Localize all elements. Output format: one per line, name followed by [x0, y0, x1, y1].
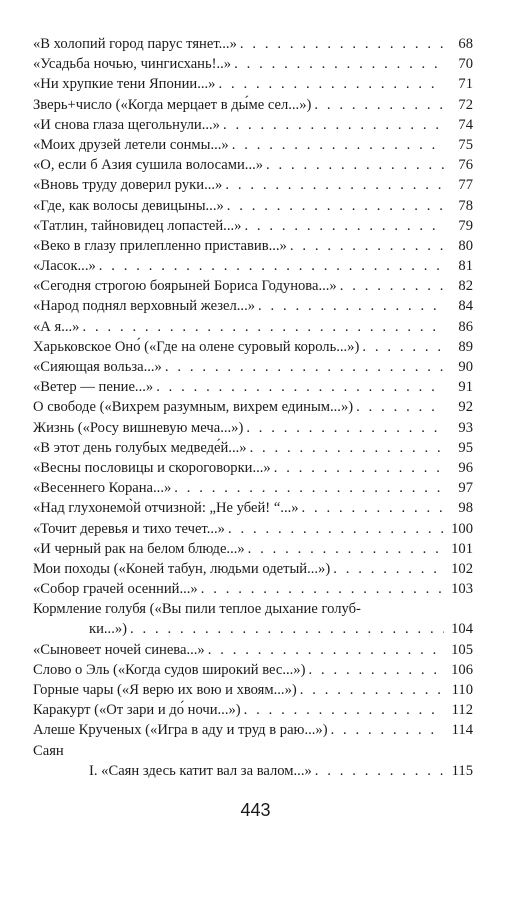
- toc-entry-page: 95: [458, 439, 473, 456]
- toc-leader-dots: [208, 640, 444, 660]
- toc-entry: [33, 660, 473, 680]
- toc-leader-dots: [174, 478, 444, 498]
- toc-subentry: [33, 761, 473, 781]
- toc-entry-title: «Ни хрупкие тени Японии...»: [33, 76, 216, 93]
- toc-leader-dots: [250, 438, 444, 458]
- toc-entry: [33, 54, 473, 74]
- toc-entry-page: 105: [451, 641, 473, 658]
- toc-entry-title: Горные чары («Я верю их вою и хвоям...»): [33, 682, 297, 698]
- toc-entry: [33, 700, 473, 720]
- toc-entry: [33, 357, 473, 377]
- toc-leader-dots: [362, 337, 444, 357]
- toc-entry: [33, 236, 473, 256]
- toc-entry-title: «Ласок...»: [33, 258, 96, 275]
- toc-entry-page: 103: [451, 581, 473, 598]
- toc-entry-title: «Сияющая вольза...»: [33, 359, 162, 375]
- toc-entry-title: Зверь+число («Когда мерцает в ды́ме сел...»): [33, 96, 312, 113]
- toc-entry-page: 84: [458, 298, 473, 315]
- toc-entry-page: 76: [458, 157, 473, 174]
- toc-entry-title: О свободе («Вихрем разумным, вихрем единым...»): [33, 399, 354, 416]
- toc-section-title: Саян: [33, 742, 64, 759]
- toc-entry-title: «Точит деревья и тихо течет...»: [33, 520, 225, 537]
- toc-entry: [33, 256, 473, 276]
- toc-entry-title: Мои походы («Коней табун, людьми одетый...»): [33, 560, 331, 577]
- toc-entry-page: 91: [458, 379, 473, 396]
- toc-entry-page: 72: [458, 96, 473, 113]
- toc-entry-page: 104: [451, 621, 473, 638]
- toc-entry-title: «А я...»: [33, 318, 80, 335]
- toc-leader-dots: [314, 95, 444, 115]
- toc-leader-dots: [156, 377, 444, 397]
- toc-entry: [33, 95, 473, 115]
- table-of-contents: [33, 34, 473, 781]
- toc-section-heading: [33, 741, 473, 761]
- toc-entry-page: 97: [458, 480, 473, 497]
- toc-entry-page: 106: [451, 661, 473, 678]
- toc-entry: [33, 539, 473, 559]
- toc-leader-dots: [302, 498, 444, 518]
- toc-entry-title: «Где, как волосы девицыны...»: [33, 197, 224, 214]
- toc-entry-title: «Татлин, тайновидец лопастей...»: [33, 217, 242, 234]
- toc-entry-page: 68: [458, 36, 473, 52]
- toc-entry-page: 102: [451, 560, 473, 577]
- toc-entry-page: 92: [458, 399, 473, 416]
- toc-entry-title: «Моих друзей летели сонмы...»: [33, 136, 229, 153]
- toc-entry: [33, 579, 473, 599]
- toc-entry-page: 81: [458, 258, 473, 275]
- toc-leader-dots: [232, 135, 444, 155]
- toc-leader-dots: [274, 458, 444, 478]
- toc-leader-dots: [333, 559, 444, 579]
- toc-leader-dots: [300, 680, 444, 700]
- toc-entry-page: 96: [458, 459, 473, 476]
- toc-entry-title: Слово о Эль («Когда судов широкий вес...»): [33, 661, 306, 678]
- toc-entry-title: «Народ поднял верховный жезел...»: [33, 298, 256, 315]
- toc-leader-dots: [218, 74, 444, 94]
- toc-entry-title: «И снова глаза щегольнули...»: [33, 116, 220, 133]
- toc-entry-title: «О, если б Азия сушила волосами...»: [33, 157, 264, 174]
- toc-leader-dots: [244, 700, 444, 720]
- toc-entry-page: 71: [458, 76, 473, 93]
- toc-entry-page: 74: [458, 116, 473, 133]
- toc-leader-dots: [308, 660, 444, 680]
- toc-leader-dots: [246, 418, 444, 438]
- toc-entry-title: «В этот день голубых медведе́й...»: [33, 439, 247, 456]
- toc-entry: [33, 276, 473, 296]
- toc-entry-page: 70: [458, 56, 473, 73]
- toc-leader-dots: [266, 155, 444, 175]
- toc-entry-page: 78: [458, 197, 473, 214]
- toc-leader-dots: [234, 54, 444, 74]
- toc-entry: [33, 175, 473, 195]
- toc-entry-page: 115: [451, 762, 473, 779]
- toc-leader-dots: [130, 619, 444, 639]
- toc-leader-dots: [244, 216, 444, 236]
- toc-entry: [33, 155, 473, 175]
- toc-entry: [33, 337, 473, 357]
- toc-entry-title: Кормление голубя («Вы пили теплое дыхание голуб-: [33, 601, 361, 618]
- toc-entry: [33, 559, 473, 579]
- toc-entry-page: 86: [458, 318, 473, 335]
- toc-leader-dots: [340, 276, 444, 296]
- toc-leader-dots: [99, 256, 444, 276]
- toc-entry: [33, 418, 473, 438]
- toc-leader-dots: [248, 539, 444, 559]
- toc-entry-page: 100: [451, 520, 473, 537]
- toc-entry-page: 112: [451, 702, 473, 719]
- toc-leader-dots: [356, 397, 444, 417]
- toc-leader-dots: [331, 720, 444, 740]
- toc-entry-page: 110: [451, 682, 473, 698]
- toc-entry: [33, 680, 473, 700]
- toc-entry: [33, 34, 473, 54]
- toc-leader-dots: [315, 761, 444, 781]
- toc-leader-dots: [165, 357, 444, 377]
- toc-entry-title: «В холопий город парус тянет...»: [33, 36, 237, 52]
- toc-entry: [33, 317, 473, 337]
- toc-entry: [33, 216, 473, 236]
- toc-leader-dots: [290, 236, 444, 256]
- toc-entry: [33, 478, 473, 498]
- toc-entry-title: Харьковское Оно́ («Где на олене суровый король...»): [33, 338, 360, 355]
- toc-entry-title: I. «Саян здесь катит вал за валом...»: [89, 762, 312, 779]
- toc-entry-title: «Собор грачей осенний...»: [33, 581, 198, 598]
- toc-entry-page: 75: [458, 136, 473, 153]
- toc-entry: [33, 720, 473, 740]
- toc-entry-page: 101: [451, 540, 473, 557]
- toc-entry-page: 98: [458, 500, 473, 517]
- toc-entry: [33, 599, 473, 619]
- toc-entry-title: «Весеннего Корана...»: [33, 480, 172, 497]
- toc-entry: [33, 458, 473, 478]
- toc-leader-dots: [258, 296, 444, 316]
- toc-entry: [33, 115, 473, 135]
- toc-entry: [33, 135, 473, 155]
- toc-entry-title: Каракурт («От зари и до́ ночи...»): [33, 702, 241, 719]
- page-number: 443: [240, 800, 271, 820]
- toc-entry: [33, 640, 473, 660]
- toc-entry: [33, 196, 473, 216]
- toc-entry-title: «Вновь труду доверил руки...»: [33, 177, 223, 194]
- toc-leader-dots: [227, 196, 444, 216]
- toc-entry-page: 79: [458, 217, 473, 234]
- toc-entry-title: «И черный рак на белом блюде...»: [33, 540, 245, 557]
- toc-entry-title: «Сыновеет ночей синева...»: [33, 641, 205, 658]
- toc-entry-page: 114: [451, 722, 473, 739]
- toc-entry: [33, 296, 473, 316]
- toc-entry-title: «Над глухонемо̀й отчизной: „Не убей! “...»: [33, 500, 299, 517]
- toc-entry-page: 90: [458, 359, 473, 375]
- toc-entry-continuation: [33, 619, 473, 639]
- toc-entry-title: Жизнь («Росу вишневую меча...»): [33, 419, 244, 436]
- toc-leader-dots: [223, 115, 444, 135]
- toc-entry: [33, 498, 473, 518]
- toc-leader-dots: [240, 34, 444, 54]
- toc-entry-title: «Ветер — пение...»: [33, 379, 154, 396]
- toc-entry-title: «Веко в глазу прилепленно приставив...»: [33, 237, 287, 254]
- toc-entry: [33, 519, 473, 539]
- toc-leader-dots: [225, 175, 444, 195]
- toc-entry-page: 93: [458, 419, 473, 436]
- toc-leader-dots: [82, 317, 444, 337]
- toc-entry-title: «Усадьба ночью, чингисхань!..»: [33, 56, 232, 73]
- toc-entry: [33, 74, 473, 94]
- toc-entry-page: 82: [458, 278, 473, 295]
- toc-leader-dots: [201, 579, 444, 599]
- toc-entry-title: «Весны пословицы и скороговорки...»: [33, 459, 271, 476]
- toc-entry: [33, 397, 473, 417]
- toc-entry-page: 89: [458, 338, 473, 355]
- toc-entry: [33, 377, 473, 397]
- toc-entry: [33, 438, 473, 458]
- toc-entry-title: ки...»): [89, 621, 128, 638]
- toc-entry-title: Алеше Крученых («Игра в аду и труд в раю...»): [33, 722, 328, 739]
- toc-entry-page: 80: [458, 237, 473, 254]
- toc-entry-title: «Сегодня строгою боярыней Бориса Годунова...»: [33, 278, 337, 295]
- toc-entry-page: 77: [458, 177, 473, 194]
- toc-leader-dots: [228, 519, 444, 539]
